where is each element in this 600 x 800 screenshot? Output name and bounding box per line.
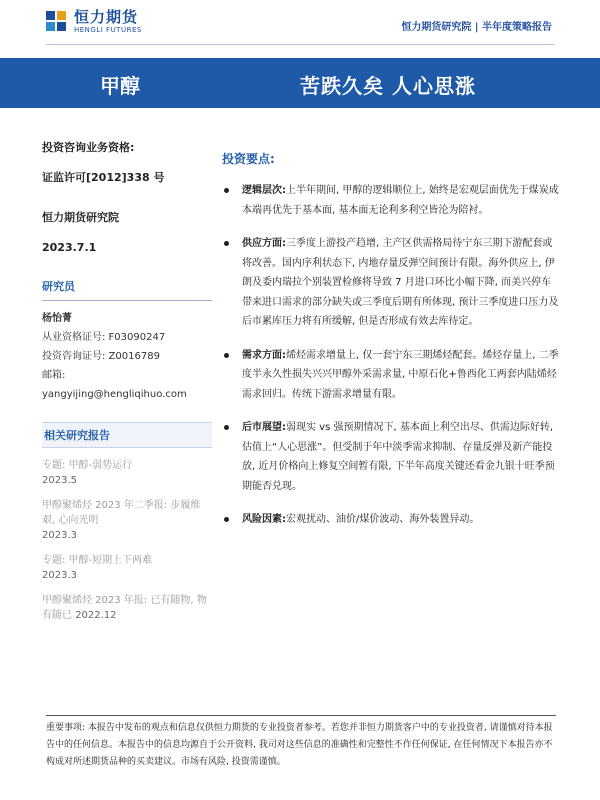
key-point: [222, 234, 560, 332]
email-link[interactable]: yangyijing@hengliqihuo.com: [42, 389, 187, 400]
related-report-title: 专题: 甲醇-短期上下两难: [42, 555, 153, 566]
related-reports-heading: 相关研究报告: [42, 422, 212, 448]
key-point-label: 风险因素:: [242, 514, 286, 525]
report-date: 2023.7.1: [42, 241, 97, 254]
researcher-name: 杨怡菁: [42, 313, 72, 324]
company-logo: [46, 10, 142, 34]
related-report-title: 专题: 甲醇-弱势运行: [42, 460, 133, 471]
disclaimer: 重要事项: 本报告中发布的观点和信息仅供恒力期货的专业投资者参考。若您并非恒力期货客户中的专业投资者, 请谨慎对待本报告中的任何信息。本报告中的信息均源自于公开资料, 我司对这些信息的准确性和完整性不作任何保证, 在任何情况下本报告亦不构成对所述期货品种的买卖建议。市场有风险, 投资需谨慎。: [46, 715, 556, 771]
key-point-text: 三季度上游投产趋增, 主产区供需格局待宁东三期下游配套或将改善。国内序利状态下, 内地存量反弹空间预计有限。海外供应上, 伊朗及委内瑞拉个别装置检修将导致 7 月进口环比小幅下降, 而美兴停车带来进口需求的部分缺失或三季度后期有所体现, 预计三季度进口压力及后市累库压力将有所缓解, 但是否形成有效去库待定。: [242, 238, 559, 327]
practice-cert: 从业资格证号: F03090247: [42, 332, 166, 343]
related-report-date: 2023.5: [42, 475, 77, 486]
related-report-item[interactable]: [42, 498, 212, 543]
key-points-heading: 投资要点:: [222, 152, 275, 166]
related-report-date: 2022.12: [75, 610, 117, 621]
logo-mark-icon: [46, 11, 68, 33]
related-report-date: 2023.3: [42, 570, 77, 581]
key-point-text: 弱现实 vs 强预期情况下, 基本面上利空出尽、供需边际好转, 估值上“人心思涨”。但受制于年中淡季需求抑制、存量反弹及新产能投放, 近月价格向上修复空间暂有限, 下半年高度关键还看金九银十旺季预期能否兑现。: [242, 422, 555, 492]
bullet-dot-icon: [224, 241, 229, 246]
related-report-title: 甲醇聚烯烃 2023 年二季报: 步履维艰, 心向光明: [42, 500, 201, 526]
email-label: 邮箱:: [42, 370, 66, 381]
researcher-heading: 研究员: [42, 280, 75, 293]
related-report-item[interactable]: [42, 593, 212, 623]
key-point-text: 烯烃需求增量上, 仅一套宁东三期烯烃配套。烯烃存量上, 二季度半永久性损失兴兴甲醇外采需求量, 中原石化+鲁西化工两套内陆烯烃需求回归。传统下游需求增量有限。: [242, 349, 559, 400]
bullet-dot-icon: [224, 517, 229, 522]
bullet-dot-icon: [224, 188, 229, 193]
qualification-label: 投资咨询业务资格:: [42, 141, 135, 154]
key-point-label: 需求方面:: [242, 349, 286, 361]
key-point: [222, 510, 560, 530]
related-report-item[interactable]: [42, 553, 212, 583]
commodity-title: 甲醇: [100, 74, 140, 98]
main-content: [222, 150, 560, 530]
key-point-text: 宏观扰动、油价/煤价波动、海外装置异动。: [286, 514, 480, 525]
license-number: 证监许可[2012]338 号: [42, 171, 165, 184]
title-banner: [0, 58, 600, 108]
key-point-label: 逻辑层次:: [242, 185, 286, 196]
report-headline: 苦跌久矣 人心思涨: [300, 74, 476, 98]
key-point: [222, 346, 560, 405]
institute-name: 恒力期货研究院: [42, 211, 119, 224]
header-divider: [46, 44, 554, 45]
related-report-item[interactable]: [42, 458, 212, 488]
key-point-text: 上半年期间, 甲醇的逻辑顺位上, 始终是宏观层面优先于煤炭成本端再优先于基本面, 基本面无论利多利空皆沦为陪衬。: [242, 185, 559, 216]
logo-english: HENGLI FUTURES: [74, 26, 142, 34]
bullet-dot-icon: [224, 353, 229, 358]
bullet-dot-icon: [224, 425, 229, 430]
report-type: 恒力期货研究院 | 半年度策略报告: [401, 22, 552, 33]
key-point-label: 后市展望:: [242, 422, 286, 433]
logo-chinese: 恒力期货: [74, 8, 139, 26]
key-point: [222, 181, 560, 220]
researcher-divider: [42, 300, 212, 301]
sidebar: [42, 140, 212, 623]
related-report-date: 2023.3: [42, 530, 77, 541]
key-point: [222, 418, 560, 496]
key-point-label: 供应方面:: [242, 238, 286, 249]
page-header: [0, 0, 600, 48]
related-report-title: 甲醇聚烯烃 2023 年报: 已有随物, 物有随已: [42, 595, 207, 621]
advisory-cert: 投资咨询证号: Z0016789: [42, 351, 160, 362]
